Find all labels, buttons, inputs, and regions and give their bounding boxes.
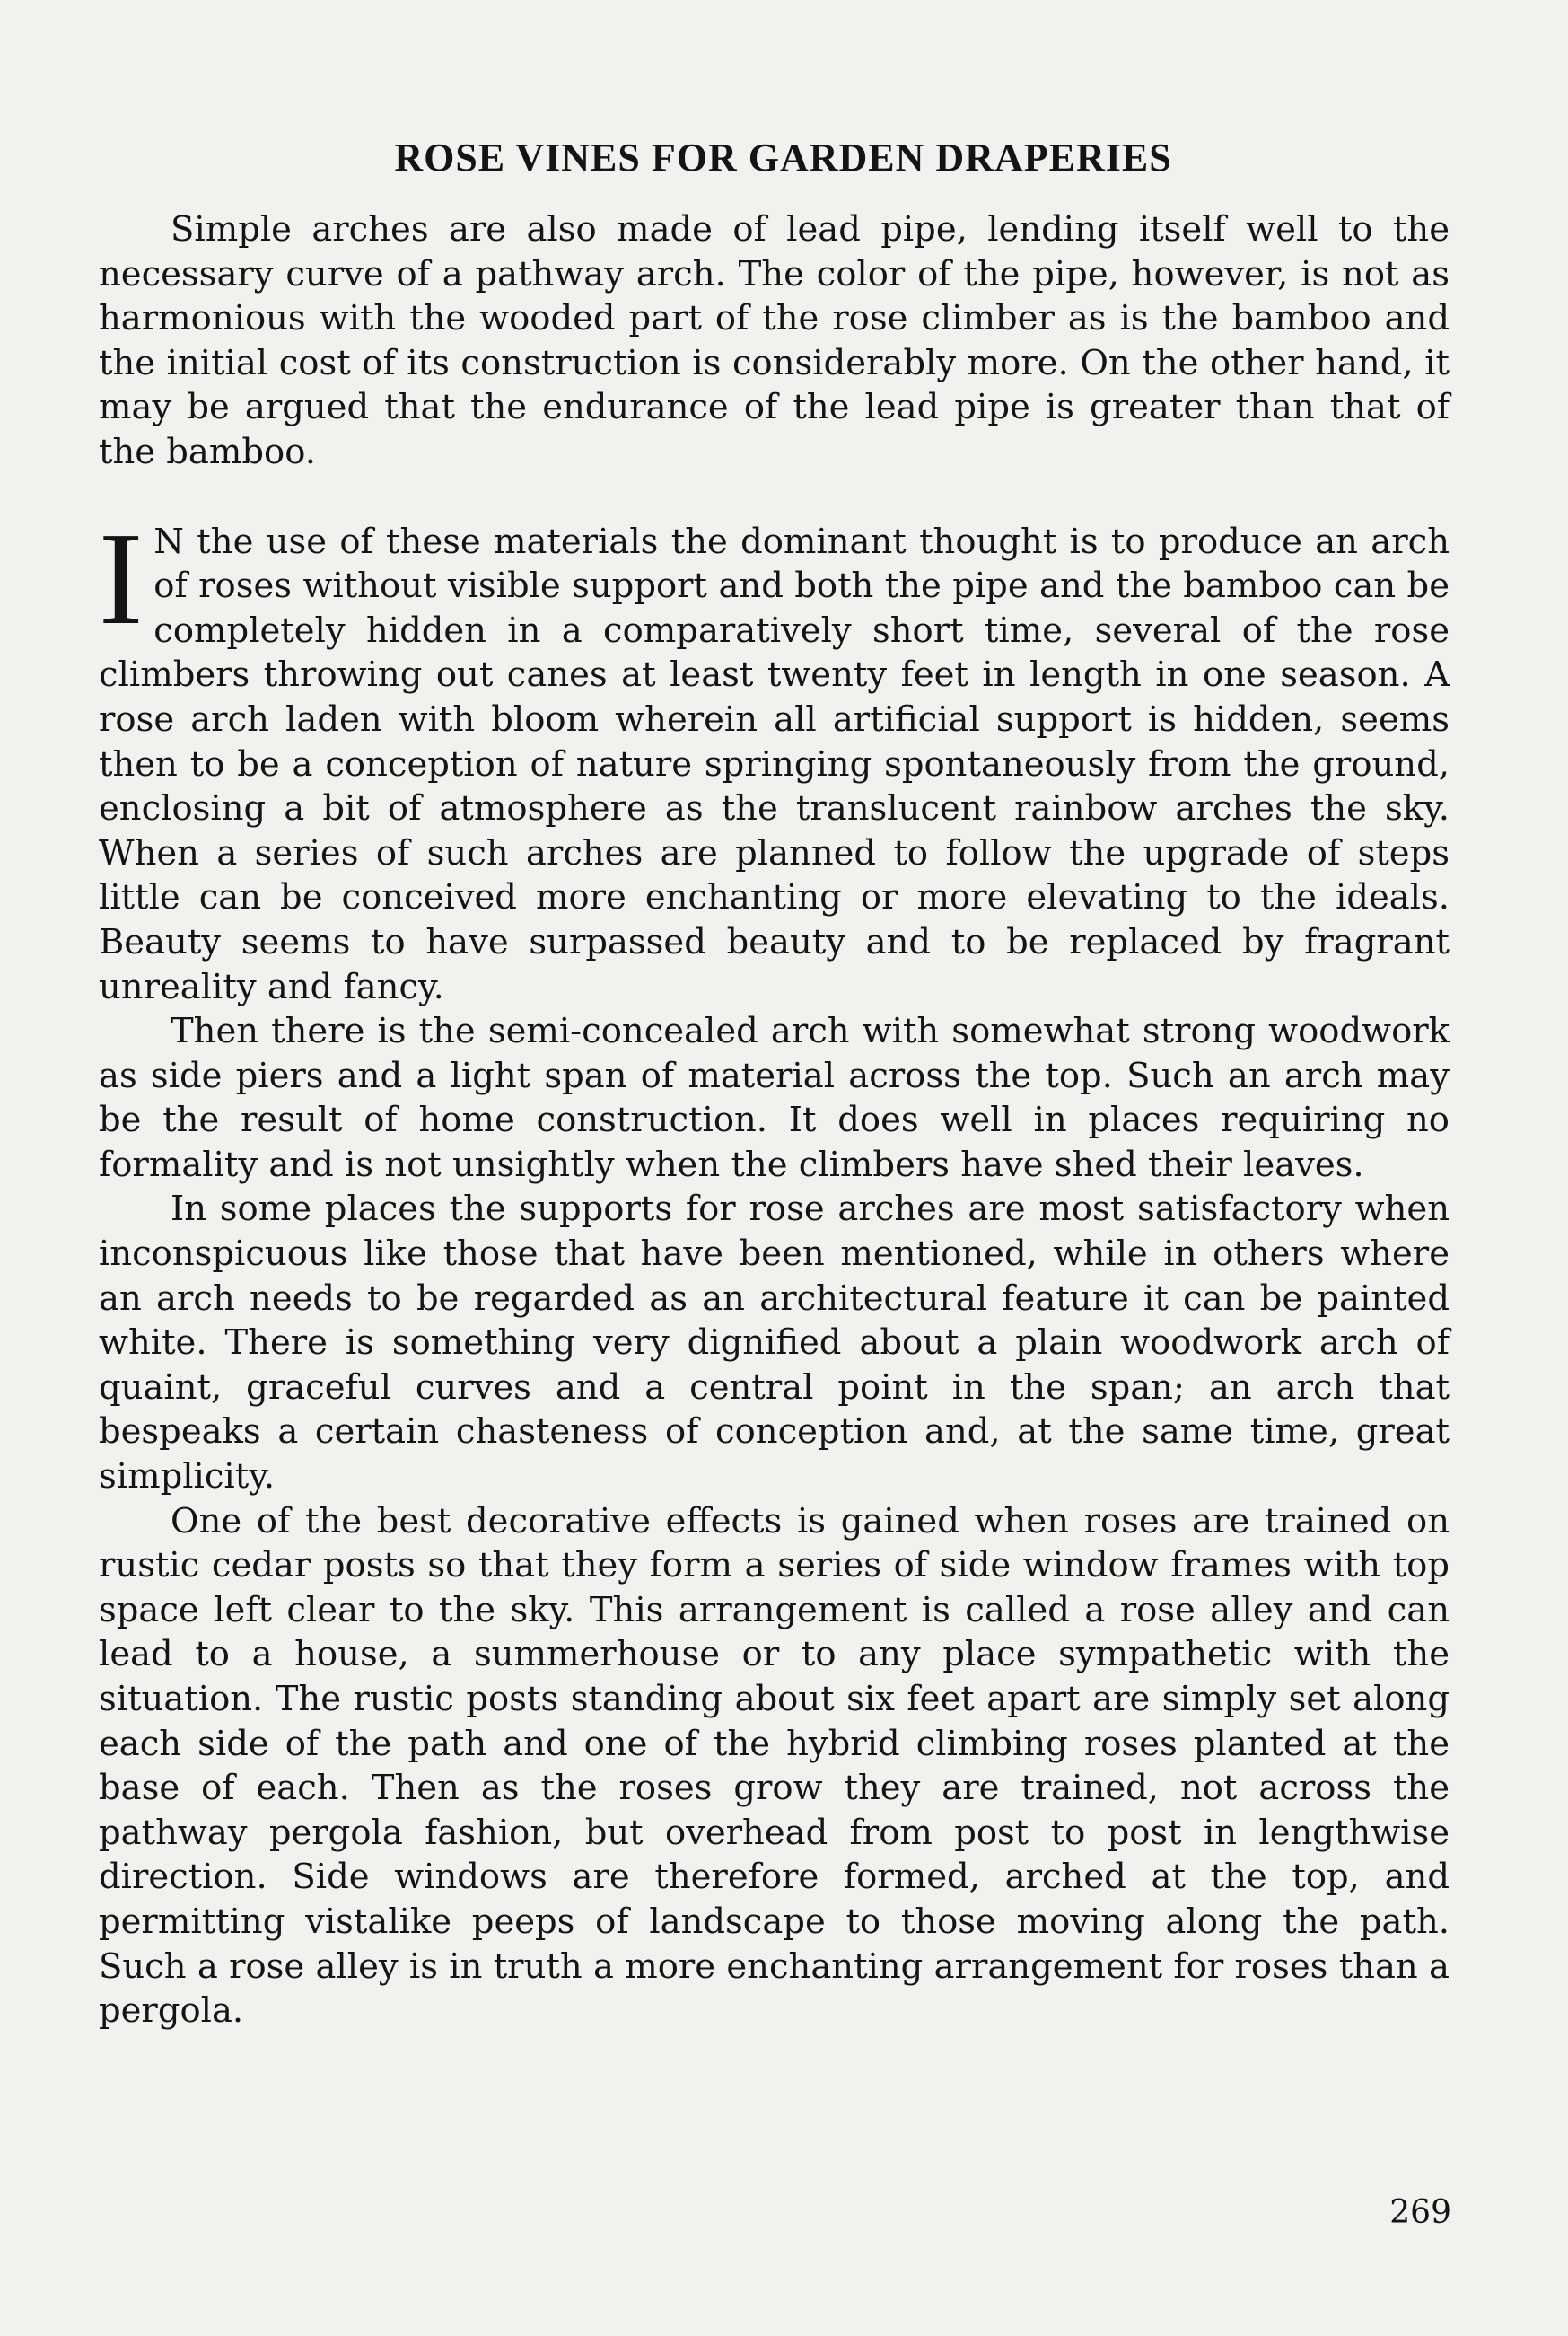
paragraph-semi-concealed-arch: Then there is the semi-concealed arch with somewhat strong woodwork as side piers and a light span of material across the top. Such an arch may be the result of home construction. It does well in places requiring no formality and is not unsightly when the climbers have shed their leaves.	[99, 1011, 1450, 1185]
paragraph-dominant-thought	[99, 505, 1450, 1010]
paragraph-rose-alley: One of the best decorative effects is gained when roses are trained on rustic cedar posts so that they form a series of side window frames with top space left clear to the sky. This arrangement is called a rose alley and can lead to a house, a summerhouse or to any place sympathetic with the situation. The rustic posts standing about six feet apart are simply set along each side of the path and one of the hybrid climbing roses planted at the base of each. Then as the roses grow they are trained, not across the pathway pergola fashion, but overhead from post to post in lengthwise direction. Side windows are therefore formed, arched at the top, and permitting vistalike peeps of landscape to those moving along the path. Such a rose alley is in truth a more enchanting arrangement for roses than a pergola.	[99, 1500, 1450, 2032]
lead-in-letters: N	[153, 521, 184, 562]
paragraph-body: the use of these materials the dominant thought is to produce an arch of roses without visible support and both the pipe and the bamboo can be completely hidden in a comparatively short time, several of the rose climbers throwing out canes at least twenty feet in length in one season. A rose arch laden with bloom wherein all artificial support is hidden, seems then to be a conception of nature springing spontaneously from the ground, enclosing a bit of atmosphere as the translucent rainbow arches the sky. When a series of such arches are planned to follow the upgrade of steps little can be conceived more enchanting or more elevating to the ideals. Beauty seems to have surpassed beauty and to be replaced by fragrant unreality and fancy.	[99, 521, 1450, 1007]
page-number: 269	[1389, 2194, 1451, 2231]
drop-cap: I	[99, 505, 144, 653]
page-content	[99, 135, 1450, 2033]
paragraph-lead-pipe: Simple arches are also made of lead pipe, lending itself well to the necessary curve of a pathway arch. The color of the pipe, however, is not as harmonious with the wooded part of the rose climber as is the bamboo and the initial cost of its construction is considerably more. On the other hand, it may be argued that the endurance of the lead pipe is greater than that of the bamboo.	[99, 209, 1450, 472]
paragraph-inconspicuous-supports: In some places the supports for rose arches are most satisfactory when inconspicuous like those that have been mentioned, while in others where an arch needs to be regarded as an architectural feature it can be painted white. There is something very dignified about a plain woodwork arch of quaint, graceful curves and a central point in the span; an arch that bespeaks a certain chasteness of conception and, at the same time, great simplicity.	[99, 1189, 1450, 1497]
page-title: ROSE VINES FOR GARDEN DRAPERIES	[394, 136, 1172, 180]
